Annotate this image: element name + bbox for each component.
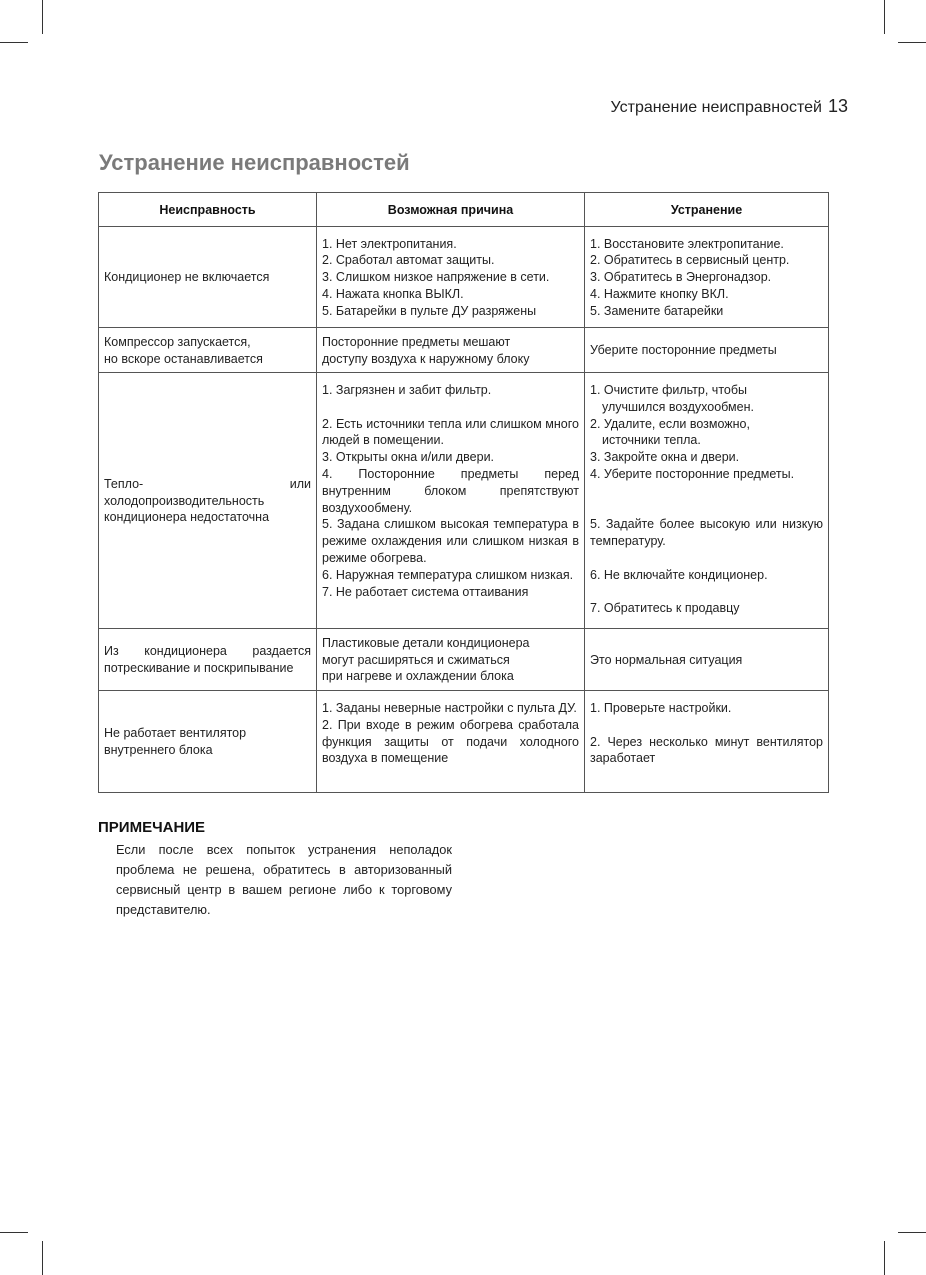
remedy-cell xyxy=(585,227,829,328)
table-row xyxy=(99,227,829,328)
remedy-cell xyxy=(585,328,829,373)
table-row xyxy=(99,328,829,373)
note-text: Если после всех попыток устранения неполадок проблема не решена, обратитесь в авторизованный сервисный центр в вашем регионе либо к торговому представителю. xyxy=(116,842,452,917)
remedy-item: 2. Удалите, если возможно, xyxy=(590,416,750,431)
remedy-item: 5. Задайте более высокую или низкую температуру. xyxy=(590,517,823,549)
cause-item: 1. Загрязнен и забит фильтр. xyxy=(322,383,492,397)
remedy-item: Уберите посторонние предметы xyxy=(590,343,777,358)
problem-cell xyxy=(99,629,317,691)
problem-cell xyxy=(99,328,317,373)
crop-mark xyxy=(0,42,28,43)
remedy-cell xyxy=(585,691,829,793)
page-title: Устранение неисправностей xyxy=(99,150,410,175)
cause-item: 1. Заданы неверные настройки с пульта ДУ. xyxy=(322,701,577,715)
cause-item: при нагреве и охлаждении блока xyxy=(322,669,514,684)
remedy-item: 5. Замените батарейки xyxy=(590,303,724,318)
running-header xyxy=(611,96,848,117)
column-header-remedy: Устранение xyxy=(585,193,829,227)
problem-cell xyxy=(99,691,317,793)
cause-item: 5. Батарейки в пульте ДУ разряжены xyxy=(322,303,537,318)
remedy-item: Это нормальная ситуация xyxy=(590,652,743,667)
remedy-item: 2. Через несколько минут вентилятор заработает xyxy=(590,734,823,766)
remedy-item: 7. Обратитесь к продавцу xyxy=(590,601,740,616)
cause-cell xyxy=(317,328,585,373)
problem-text: Не работает вентилятор xyxy=(104,726,247,741)
cause-item: доступу воздуха к наружному блоку xyxy=(322,351,530,366)
remedy-item: улучшился воздухообмен. xyxy=(602,399,754,414)
problem-cell xyxy=(99,373,317,629)
table-header-row xyxy=(99,193,829,227)
cause-cell xyxy=(317,629,585,691)
cause-item: 2. Сработал автомат защиты. xyxy=(322,253,495,268)
table-row xyxy=(99,691,829,793)
problem-text: Тепло- или холодопроизводительность кондиционера недостаточна xyxy=(104,476,311,525)
table-row xyxy=(99,373,829,629)
problem-text: Компрессор запускается, xyxy=(104,334,251,349)
cause-item: Пластиковые детали кондиционера xyxy=(322,635,530,650)
cause-item: 2. Есть источники тепла или слишком много людей в помещении. xyxy=(322,416,579,448)
crop-mark xyxy=(884,0,885,34)
cause-item: 3. Слишком низкое напряжение в сети. xyxy=(322,270,550,285)
table-row xyxy=(99,629,829,691)
cause-item: 1. Нет электропитания. xyxy=(322,236,457,251)
cause-cell xyxy=(317,227,585,328)
crop-mark xyxy=(898,1232,926,1233)
cause-item: 2. При входе в режим обогрева сработала функция защиты от подачи холодного воздуха в помещение xyxy=(322,717,579,766)
remedy-item: 6. Не включайте кондиционер. xyxy=(590,567,768,582)
crop-mark xyxy=(898,42,926,43)
crop-mark xyxy=(42,1241,43,1275)
problem-text: внутреннего блока xyxy=(104,743,213,757)
page-number: 13 xyxy=(827,96,848,116)
remedy-item: 1. Восстановите электропитание. xyxy=(590,236,784,251)
remedy-item: 1. Проверьте настройки. xyxy=(590,701,732,715)
cause-cell xyxy=(317,373,585,629)
cause-item: 5. Задана слишком высокая температура в режиме охлаждения или слишком низкая в режиме обогрева. xyxy=(322,517,579,565)
crop-mark xyxy=(42,0,43,34)
column-header-cause: Возможная причина xyxy=(317,193,585,227)
cause-item: могут расширяться и сжиматься xyxy=(322,652,510,667)
remedy-item: 3. Обратитесь в Энергонадзор. xyxy=(590,270,772,285)
problem-text: но вскоре останавливается xyxy=(104,351,263,366)
remedy-item: 4. Уберите посторонние предметы. xyxy=(590,466,795,481)
problem-text: Кондиционер не включается xyxy=(104,270,270,285)
remedy-cell xyxy=(585,629,829,691)
remedy-item: 2. Обратитесь в сервисный центр. xyxy=(590,253,790,268)
remedy-item: 1. Очистите фильтр, чтобы xyxy=(590,383,747,397)
cause-item: 6. Наружная температура слишком низкая. xyxy=(322,567,574,582)
problem-cell xyxy=(99,227,317,328)
running-header-section: Устранение неисправностей xyxy=(610,99,822,116)
remedy-item: 4. Нажмите кнопку ВКЛ. xyxy=(590,286,729,301)
remedy-item: источники тепла. xyxy=(602,433,701,448)
cause-item: 3. Открыты окна и/или двери. xyxy=(322,450,495,465)
cause-cell xyxy=(317,691,585,793)
crop-mark xyxy=(884,1241,885,1275)
column-header-problem: Неисправность xyxy=(99,193,317,227)
remedy-cell xyxy=(585,373,829,629)
cause-item: 4. Нажата кнопка ВЫКЛ. xyxy=(322,286,464,301)
problem-text: Из кондиционера раздается потрескивание и поскрипывание xyxy=(104,644,311,675)
crop-mark xyxy=(0,1232,28,1233)
troubleshooting-table xyxy=(98,192,829,793)
cause-item: 4. Посторонние предметы перед внутренним блоком препятствуют воздухообмену. xyxy=(322,466,579,515)
remedy-item: 3. Закройте окна и двери. xyxy=(590,450,740,465)
cause-item: Посторонние предметы мешают xyxy=(322,334,511,349)
cause-item: 7. Не работает система оттаивания xyxy=(322,584,529,599)
note-title: ПРИМЕЧАНИЕ xyxy=(98,819,206,836)
